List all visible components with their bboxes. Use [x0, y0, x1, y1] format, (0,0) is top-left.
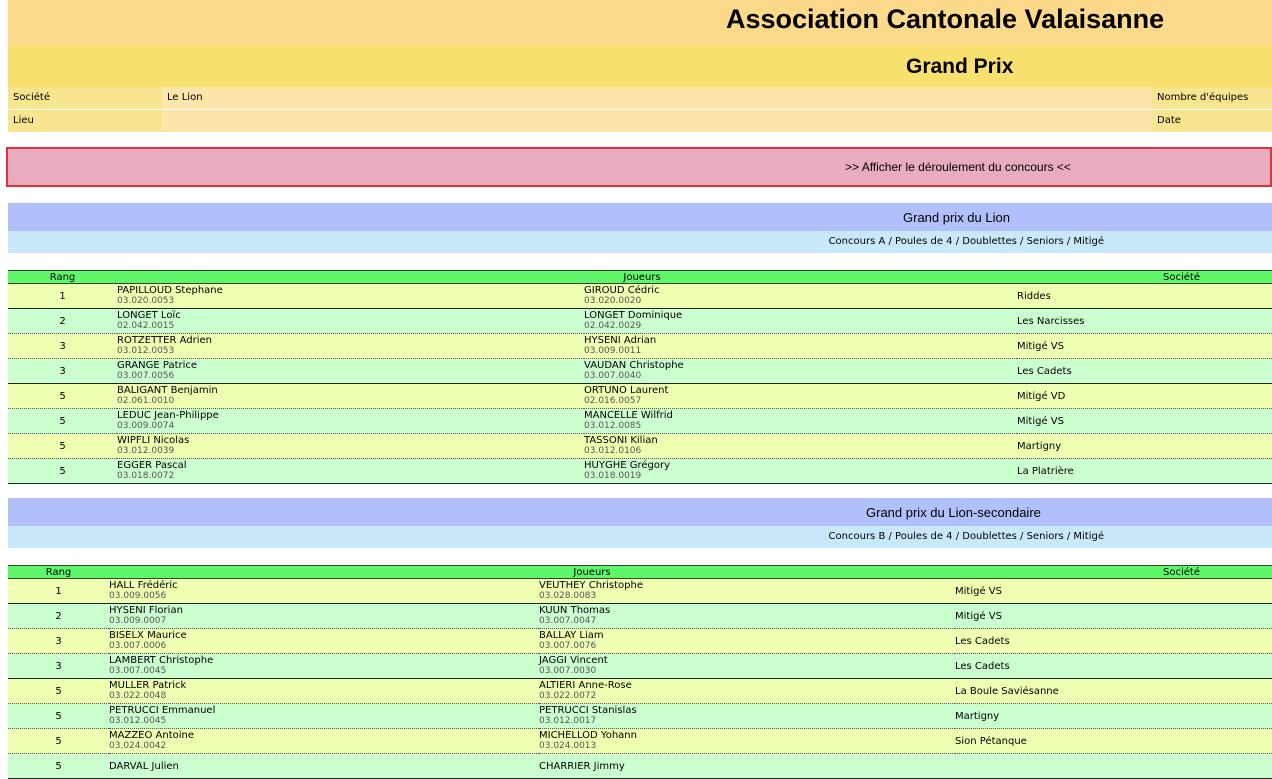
section-subtitle-bar: [8, 231, 1272, 253]
player-2-licence: 03.018.0019: [584, 471, 642, 481]
table-row: [8, 654, 1272, 679]
player-2-licence: 03.007.0040: [584, 371, 642, 381]
player-2-name: PETRUCCI Stanislas: [539, 705, 637, 716]
player-1-licence: 03.007.0045: [109, 666, 167, 676]
player-2-cell: [584, 384, 1017, 409]
player-2-licence: 03.012.0106: [584, 446, 642, 456]
player-1-licence: 03.007.0006: [109, 641, 167, 651]
rank-cell: [8, 434, 117, 459]
player-1-cell: [109, 604, 539, 629]
player-2-cell: [539, 604, 955, 629]
rank-value: 5: [59, 415, 66, 427]
table-row: [8, 434, 1272, 459]
rank-cell: [8, 654, 109, 679]
club-name: Mitigé VS: [955, 585, 1002, 597]
rank-value: 3: [55, 660, 62, 672]
section-title: Grand prix du Lion: [903, 210, 1010, 225]
club-header: Société: [955, 566, 1272, 579]
player-1-name: PETRUCCI Emmanuel: [109, 705, 216, 716]
player-2-cell: [584, 434, 1017, 459]
player-2-name: TASSONI Kilian: [584, 435, 658, 446]
table-row: [8, 729, 1272, 754]
player-2-cell: [584, 309, 1017, 334]
player-1-licence: 03.012.0053: [117, 346, 175, 356]
page-header: [8, 0, 1272, 132]
rank-value: 3: [59, 365, 66, 377]
player-2-cell: [539, 579, 955, 604]
player-2-cell: [539, 754, 955, 779]
player-2-cell: [539, 629, 955, 654]
table-row: [8, 409, 1272, 434]
club-name: Les Cadets: [955, 635, 1010, 647]
player-1-name: LEDUC Jean-Philippe: [117, 410, 219, 421]
player-2-licence: 03.007.0047: [539, 616, 597, 626]
rank-cell: [8, 334, 117, 359]
section-title-bar: [8, 498, 1272, 526]
player-2-name: CHARRIER Jimmy: [539, 760, 625, 772]
player-1-licence: 03.009.0007: [109, 616, 167, 626]
player-2-name: VEUTHEY Christophe: [539, 580, 644, 591]
club-cell: [1017, 334, 1272, 359]
player-2-name: VAUDAN Christophe: [584, 360, 684, 371]
player-1-licence: 03.012.0045: [109, 716, 167, 726]
table-row: [8, 384, 1272, 409]
rank-header: Rang: [8, 566, 109, 579]
player-2-cell: [584, 284, 1017, 309]
player-2-name: HYSENI Adrian: [584, 335, 657, 346]
rank-cell: [8, 309, 117, 334]
player-1-name: BISELX Maurice: [109, 630, 187, 641]
rank-value: 5: [59, 440, 66, 452]
club-name: Riddes: [1017, 290, 1051, 302]
player-2-cell: [584, 359, 1017, 384]
player-1-name: MAZZEO Antoine: [109, 730, 195, 741]
rank-cell: [8, 579, 109, 604]
player-1-cell: [117, 384, 584, 409]
club-name: La Platrière: [1017, 465, 1074, 477]
player-1-name: HALL Frédéric: [109, 580, 178, 591]
player-2-licence: 02.016.0057: [584, 396, 642, 406]
player-2-name: ORTUNO Laurent: [584, 385, 669, 396]
results-body: [8, 579, 1272, 779]
rank-value: 1: [59, 290, 66, 302]
rank-value: 5: [59, 390, 66, 402]
player-1-name: MULLER Patrick: [109, 680, 187, 691]
club-cell: [955, 654, 1272, 679]
table-row: [8, 704, 1272, 729]
player-2-licence: 03.012.0017: [539, 716, 597, 726]
lieu-value: [162, 110, 1152, 132]
player-1-cell: [117, 359, 584, 384]
player-2-licence: 03.009.0011: [584, 346, 642, 356]
player-1-cell: [117, 434, 584, 459]
club-cell: [1017, 434, 1272, 459]
player-2-cell: [539, 729, 955, 754]
table-row: [8, 679, 1272, 704]
table-row: [8, 359, 1272, 384]
player-2-cell: [584, 459, 1017, 484]
player-2-cell: [539, 704, 955, 729]
rank-value: 5: [55, 735, 62, 747]
title-band: [8, 0, 1272, 46]
club-cell: [1017, 409, 1272, 434]
lieu-label: Lieu: [8, 110, 162, 132]
rank-value: 1: [55, 585, 62, 597]
club-name: Sion Pétanque: [955, 735, 1027, 747]
societe-value: Le Lion: [162, 87, 1152, 109]
player-2-licence: 02.042.0029: [584, 321, 642, 331]
club-name: Les Cadets: [1017, 365, 1072, 377]
player-1-name: WIPFLI Nicolas: [117, 435, 190, 446]
results-table: [8, 565, 1272, 779]
table-row: [8, 604, 1272, 629]
club-name: Les Narcisses: [1017, 315, 1085, 327]
player-1-cell: [117, 334, 584, 359]
club-cell: [955, 704, 1272, 729]
club-name: Mitigé VS: [1017, 340, 1064, 352]
club-cell: [955, 729, 1272, 754]
rank-value: 2: [55, 610, 62, 622]
section-subtitle: Concours A / Poules de 4 / Doublettes / Seniors / Mitigé: [828, 236, 1104, 247]
section-title-bar: [8, 203, 1272, 231]
player-2-licence: 03.022.0072: [539, 691, 597, 701]
rank-cell: [8, 384, 117, 409]
section-title: Grand prix du Lion-secondaire: [866, 505, 1041, 520]
player-1-cell: [109, 629, 539, 654]
player-1-licence: 03.018.0072: [117, 471, 175, 481]
rank-value: 2: [59, 315, 66, 327]
rank-value: 5: [55, 710, 62, 722]
table-row: [8, 284, 1272, 309]
subtitle-band: [8, 46, 1272, 87]
player-1-licence: 03.012.0039: [117, 446, 175, 456]
table-row: [8, 309, 1272, 334]
player-2-licence: 03.007.0030: [539, 666, 597, 676]
rank-value: 5: [55, 760, 62, 772]
club-cell: [955, 754, 1272, 779]
rank-cell: [8, 459, 117, 484]
page-title: Association Cantonale Valaisanne: [726, 4, 1165, 34]
date-label: Date: [1152, 110, 1272, 132]
club-name: Mitigé VD: [1017, 390, 1066, 402]
table-row: [8, 754, 1272, 779]
player-2-name: LONGET Dominique: [584, 310, 683, 321]
player-1-name: HYSENI Florian: [109, 605, 183, 616]
player-2-name: MICHELLOD Yohann: [539, 730, 637, 741]
player-1-cell: [109, 679, 539, 704]
club-cell: [1017, 284, 1272, 309]
show-progress-toggle[interactable]: [6, 147, 1272, 187]
player-1-licence: 03.009.0074: [117, 421, 175, 431]
competition-section-a: [8, 203, 1272, 484]
players-header: Joueurs: [117, 271, 1017, 284]
club-name: Les Cadets: [955, 660, 1010, 672]
competition-section-b: [8, 498, 1272, 779]
player-1-cell: [117, 409, 584, 434]
player-1-licence: 03.009.0056: [109, 591, 167, 601]
results-body: [8, 284, 1272, 484]
player-1-cell: [109, 754, 539, 779]
player-2-cell: [584, 409, 1017, 434]
table-row: [8, 459, 1272, 484]
player-1-name: LAMBERT Christophe: [109, 655, 214, 666]
player-1-cell: [109, 654, 539, 679]
section-subtitle-bar: [8, 526, 1272, 548]
rank-cell: [8, 409, 117, 434]
section-subtitle: Concours B / Poules de 4 / Doublettes / Seniors / Mitigé: [828, 531, 1104, 542]
player-2-cell: [539, 654, 955, 679]
player-1-name: BALIGANT Benjamin: [117, 385, 218, 396]
player-2-licence: 03.028.0083: [539, 591, 597, 601]
player-2-name: GIROUD Cédric: [584, 285, 660, 296]
rank-cell: [8, 754, 109, 779]
club-cell: [955, 579, 1272, 604]
rank-header: Rang: [8, 271, 117, 284]
club-cell: [955, 604, 1272, 629]
table-header-row: [8, 271, 1272, 284]
club-cell: [1017, 459, 1272, 484]
societe-label: Société: [8, 87, 162, 109]
player-1-licence: 03.007.0056: [117, 371, 175, 381]
club-cell: [955, 629, 1272, 654]
rank-cell: [8, 284, 117, 309]
player-1-licence: 03.022.0048: [109, 691, 167, 701]
rank-value: 5: [55, 685, 62, 697]
player-2-name: HUYGHE Grégory: [584, 460, 671, 471]
club-cell: [1017, 384, 1272, 409]
players-header: Joueurs: [109, 566, 955, 579]
player-2-licence: 03.024.0013: [539, 741, 597, 751]
rank-cell: [8, 604, 109, 629]
info-panel: [8, 87, 1272, 132]
rank-cell: [8, 359, 117, 384]
rank-cell: [8, 704, 109, 729]
player-1-name: EGGER Pascal: [117, 460, 187, 471]
player-1-licence: 02.061.0010: [117, 396, 175, 406]
player-1-name: PAPILLOUD Stephane: [117, 285, 223, 296]
results-table: [8, 270, 1272, 484]
player-1-cell: [109, 579, 539, 604]
club-cell: [1017, 359, 1272, 384]
club-header: Société: [1017, 271, 1272, 284]
player-1-name: ROTZETTER Adrien: [117, 335, 212, 346]
player-1-licence: 03.024.0042: [109, 741, 167, 751]
player-1-name: LONGET Loïc: [117, 310, 181, 321]
rank-value: 5: [59, 465, 66, 477]
club-cell: [1017, 309, 1272, 334]
player-1-cell: [117, 459, 584, 484]
club-name: Martigny: [1017, 440, 1062, 452]
table-row: [8, 579, 1272, 604]
player-1-cell: [109, 729, 539, 754]
player-2-cell: [539, 679, 955, 704]
table-row: [8, 334, 1272, 359]
table-row: [8, 629, 1272, 654]
player-1-cell: [117, 284, 584, 309]
player-2-cell: [584, 334, 1017, 359]
player-2-licence: 03.020.0020: [584, 296, 642, 306]
player-1-name: DARVAL Julien: [109, 760, 179, 772]
player-1-licence: 03.020.0053: [117, 296, 175, 306]
rank-value: 3: [59, 340, 66, 352]
club-name: Martigny: [955, 710, 1000, 722]
player-1-licence: 02.042.0015: [117, 321, 175, 331]
player-2-name: MANCELLE Wilfrid: [584, 410, 673, 421]
player-1-cell: [117, 309, 584, 334]
club-name: Mitigé VS: [955, 610, 1002, 622]
toggle-label: >> Afficher le déroulement du concours <<: [845, 160, 1071, 174]
player-2-licence: 03.012.0085: [584, 421, 642, 431]
rank-cell: [8, 629, 109, 654]
player-1-name: GRANGE Patrice: [117, 360, 198, 371]
club-name: La Boule Saviésanne: [955, 685, 1059, 697]
player-2-licence: 03.007.0076: [539, 641, 597, 651]
club-cell: [955, 679, 1272, 704]
page-subtitle: Grand Prix: [906, 55, 1014, 78]
player-2-name: BALLAY Liam: [539, 630, 604, 641]
rank-cell: [8, 729, 109, 754]
equipes-label: Nombre d'équipes: [1152, 87, 1272, 109]
player-2-name: KUUN Thomas: [539, 605, 611, 616]
table-header-row: [8, 566, 1272, 579]
player-1-cell: [109, 704, 539, 729]
rank-value: 3: [55, 635, 62, 647]
player-2-name: JAGGI Vincent: [539, 655, 608, 666]
rank-cell: [8, 679, 109, 704]
club-name: Mitigé VS: [1017, 415, 1064, 427]
player-2-name: ALTIERI Anne-Rose: [539, 680, 632, 691]
